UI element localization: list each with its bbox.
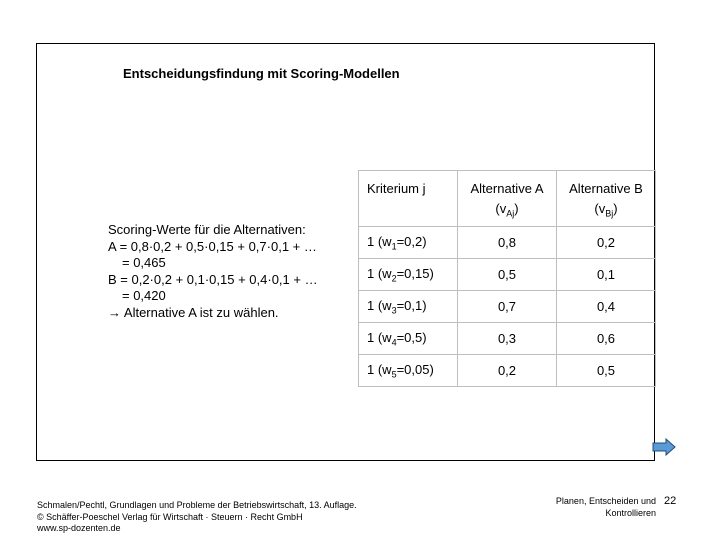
value-a-cell: 0,7: [458, 291, 557, 323]
value-a-cell: 0,5: [458, 259, 557, 291]
value-b-cell: 0,4: [557, 291, 656, 323]
formula-a: A = 0,8·0,2 + 0,5·0,15 + 0,7·0,1 + …: [108, 238, 317, 254]
table-row: [359, 291, 656, 323]
result-a: = 0,465: [122, 255, 166, 270]
header-alt-b-label: Alternative B: [569, 181, 643, 196]
conclusion: → Alternative A ist zu wählen.: [108, 304, 279, 320]
next-slide-button[interactable]: [652, 438, 676, 456]
value-a-cell: 0,3: [458, 323, 557, 355]
footer-chapter: [530, 496, 656, 519]
scoring-heading: Scoring-Werte für die Alternativen:: [108, 222, 306, 237]
right-arrow-icon: [652, 438, 676, 456]
criterion-cell: 1 $(w_1=0,2)$: [359, 227, 458, 259]
footer-line-1: Schmalen/Pechtl, Grundlagen und Probleme der Betriebswirtschaft, 13. Auflage.: [37, 500, 357, 510]
scoring-table: [358, 170, 656, 387]
header-kriterium: Kriterium j: [359, 171, 458, 227]
scoring-explanation: [108, 222, 318, 321]
table-row: [359, 323, 656, 355]
value-b-cell: 0,6: [557, 323, 656, 355]
header-alternative-a: [458, 171, 557, 227]
criterion-cell: 1 $(w_3=0,1)$: [359, 291, 458, 323]
chapter-line-2: Kontrollieren: [605, 507, 656, 518]
page-number: 22: [664, 495, 677, 507]
value-b-cell: 0,1: [557, 259, 656, 291]
header-alternative-b: [557, 171, 656, 227]
chapter-line-1: Planen, Entscheiden und: [555, 496, 656, 506]
criterion-cell: 1 $(w_2=0,15)$: [359, 259, 458, 291]
table-header-row: [359, 171, 656, 227]
header-alt-b-var: $(v_{Bj})$: [594, 201, 618, 219]
criterion-cell: 1 $(w_5=0,05)$: [359, 355, 458, 387]
header-alt-a-label: Alternative A: [470, 181, 544, 196]
value-b-cell: 0,5: [557, 355, 656, 387]
value-b-cell: 0,2: [557, 227, 656, 259]
value-a-cell: 0,2: [458, 355, 557, 387]
value-a-cell: 0,8: [458, 227, 557, 259]
header-alt-a-var: $(v_{Aj})$: [495, 201, 519, 219]
footer-line-3: www.sp-dozenten.de: [37, 523, 121, 533]
table-row: [359, 259, 656, 291]
formula-b: B = 0,2·0,2 + 0,1·0,15 + 0,4·0,1 + …: [108, 271, 318, 287]
footer-line-2: © Schäffer-Poeschel Verlag für Wirtschaft · Steuern · Recht GmbH: [37, 511, 303, 522]
table-row: [359, 227, 656, 259]
table-row: [359, 355, 656, 387]
criterion-cell: 1 $(w_4=0,5)$: [359, 323, 458, 355]
result-b: = 0,420: [122, 288, 166, 303]
footer-citation: [37, 500, 357, 535]
slide-title: Entscheidungsfindung mit Scoring-Modellen: [123, 66, 400, 81]
